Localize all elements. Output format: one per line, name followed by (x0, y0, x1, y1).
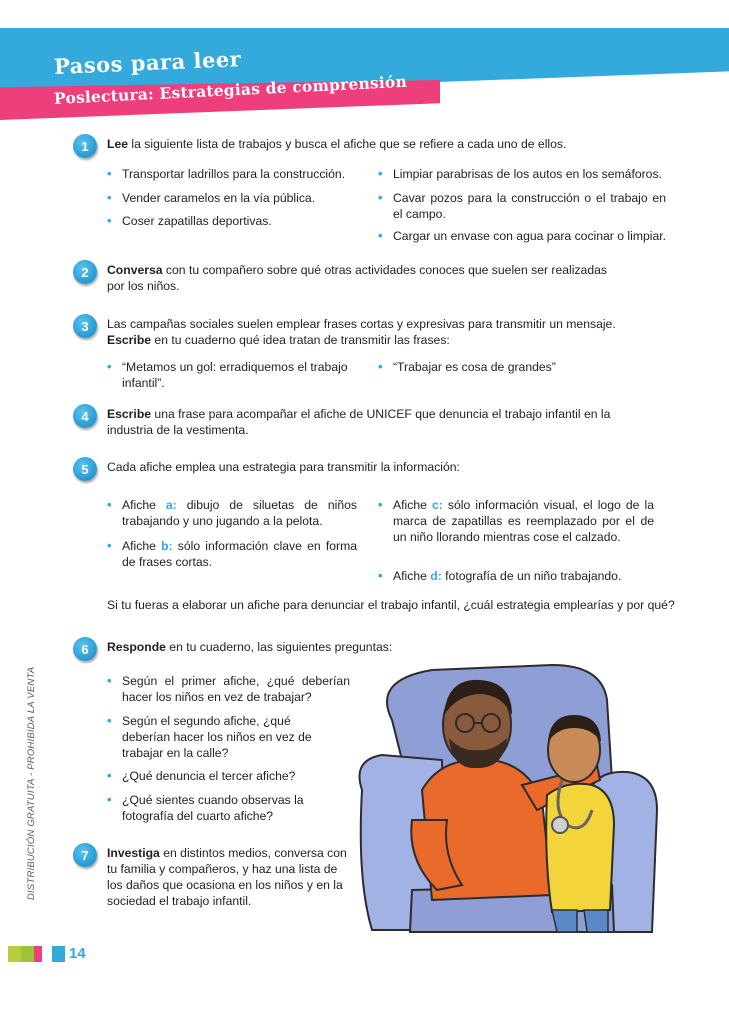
step-badge-5: 5 (73, 457, 97, 481)
step-2-instruction: Conversa con tu compañero sobre qué otras actividades conoces que suelen ser realizadas por los niños. (107, 263, 607, 293)
step-4-instruction: Escribe una frase para acompañar el afiche de UNICEF que denuncia el trabajo infantil en la industria de la vestimenta. (107, 407, 611, 437)
footer-square-green-light (8, 946, 21, 962)
page-title: Pasos para leer (53, 46, 242, 79)
step-5-question: Si tu fueras a elaborar un afiche para denunciar el trabajo infantil, ¿cuál estrategia emplearías y por qué? (107, 598, 675, 612)
distribution-notice: DISTRIBUCIÓN GRATUITA - PROHIBIDA LA VENTA (26, 666, 37, 900)
page-number: 14 (69, 945, 86, 962)
father-child-illustration (352, 660, 672, 940)
footer-square-pink (34, 946, 42, 962)
step-5-intro: Cada afiche emplea una estrategia para transmitir la información: (107, 460, 460, 474)
step-badge-2: 2 (73, 260, 97, 284)
step-3-instruction: Escribe en tu cuaderno qué idea tratan de transmitir las frases: (107, 333, 450, 347)
footer-square-green (21, 946, 34, 962)
step-3-intro: Las campañas sociales suelen emplear frases cortas y expresivas para transmitir un mensaje. (107, 317, 616, 331)
step-badge-1: 1 (73, 134, 97, 158)
footer-square-blue (52, 946, 65, 962)
step-badge-4: 4 (73, 404, 97, 428)
step-badge-7: 7 (73, 843, 97, 867)
step-6-instruction: Responde en tu cuaderno, las siguientes preguntas: (107, 640, 393, 654)
step-7-instruction: Investiga en distintos medios, conversa con tu familia y compañeros, y haz una lista de los daños que ocasiona en los niños y en la sociedad el trabajo infantil. (107, 846, 347, 908)
step-1-instruction: Lee la siguiente lista de trabajos y busca el afiche que se refiere a cada uno de ellos. (107, 137, 567, 151)
page-subtitle: Poslectura: Estrategias de comprensión (53, 71, 408, 108)
step-badge-3: 3 (73, 314, 97, 338)
step-badge-6: 6 (73, 637, 97, 661)
footer-square-white (42, 946, 52, 962)
